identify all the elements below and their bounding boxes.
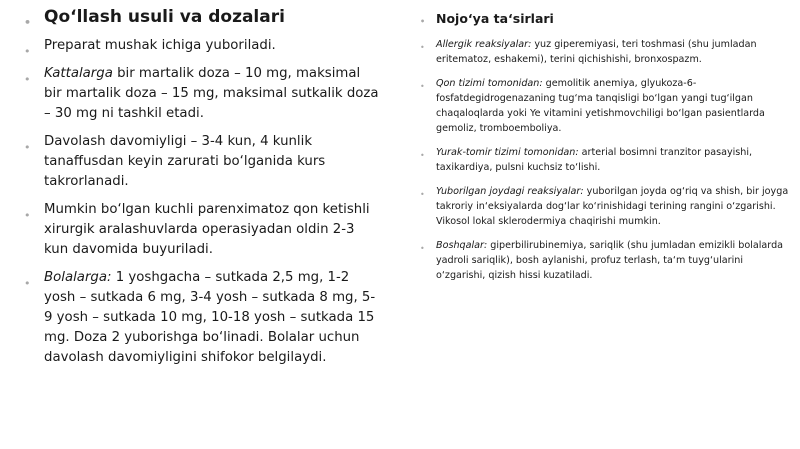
side-effect-item: [420, 145, 792, 175]
bullet-icon: •: [24, 141, 31, 154]
dosage-item: [24, 64, 380, 124]
bullet-icon: •: [24, 277, 31, 290]
side-effect-text: giperbilirubinemiya, sariqlik (shu jumladan emizikli bolalarda yadroli sariqlik), bosh aylanishi, profuz terlash, ta‘m tuyg‘ularini o‘zgarishi, qizish hissi kuzatiladi.: [436, 240, 784, 281]
side-effect-text: yuborilgan joyda og‘riq va shish, bir joyga takroriy in‘eksiyalarda dog‘lar ko‘rinishidagi terining rangini o‘zgarishi. Vikosol lokal sklerodermiya chaqirishi mumkin.: [436, 186, 789, 227]
dosage-item: [24, 200, 380, 260]
bullet-icon: •: [24, 209, 31, 222]
side-effects-column: [420, 0, 792, 283]
side-effect-item: [420, 37, 792, 67]
side-effect-text: arterial bosimni tranzitor pasayishi, taxikardiya, pulsni kuchsiz to‘lishi.: [436, 147, 753, 173]
dosage-item-lead: Kattalarga: [44, 66, 113, 81]
side-effect-category: Yuborilgan joydagi reaksiyalar:: [436, 186, 584, 197]
dosage-item-lead: Bolalarga:: [44, 270, 112, 285]
bullet-icon: •: [420, 17, 426, 26]
side-effect-item: [420, 76, 792, 136]
dosage-item-text: Mumkin bo‘lgan kuchli parenximatoz qon ketishli xirurgik aralashuvlarda operasiyadan oldin 2-3 kun davomida buyuriladi.: [44, 202, 370, 257]
side-effect-category: Qon tizimi tomonidan:: [436, 78, 543, 89]
bullet-icon: •: [24, 73, 31, 86]
bullet-icon: •: [24, 45, 31, 58]
side-effect-category: Boshqalar:: [436, 240, 488, 251]
side-effects-heading: [420, 11, 792, 27]
bullet-icon: •: [420, 82, 425, 91]
bullet-icon: •: [24, 16, 32, 29]
side-effect-text: gemolitik anemiya, glyukoza-6-fosfatdegidrogenazaning tug‘ma tanqisligi bo‘lgan yangi tug‘ilgan chaqaloqlarda yoki Ye vitamini yetishmovchiligi bo‘lgan pasientlarda gemoliz, tromboemboliya.: [436, 78, 765, 134]
dosage-heading: [24, 6, 380, 28]
side-effect-category: Yurak-tomir tizimi tomonidan:: [436, 147, 579, 158]
dosage-item: [24, 132, 380, 192]
dosage-item: [24, 36, 380, 56]
dosage-item-text: 1 yoshgacha – sutkada 2,5 mg, 1-2 yosh – sutkada 6 mg, 3-4 yosh – sutkada 8 mg, 5-9 yosh – sutkada 10 mg, 10-18 yosh – sutkada 15 mg. Doza 2 yuborishga bo‘linadi. Bolalar uchun davolash davomiyligini shifokor belgilaydi.: [44, 270, 376, 365]
side-effect-text: yuz giperemiyasi, teri toshmasi (shu jumladan eritematoz, eshakemi), terini qichishishi, bronxospazm.: [436, 39, 757, 65]
dosage-item-text: Davolash davomiyligi – 3-4 kun, 4 kunlik tanaffusdan keyin zarurati bo‘lganida kurs takrorlanadi.: [44, 134, 326, 189]
dosage-heading-text: Qo‘llash usuli va dozalari: [44, 7, 285, 27]
dosage-item: [24, 268, 380, 368]
dosage-item-text: Preparat mushak ichiga yuboriladi.: [44, 38, 276, 53]
bullet-icon: •: [420, 190, 425, 199]
side-effects-heading-text: Nojo‘ya ta‘sirlari: [436, 11, 554, 26]
side-effect-item: [420, 238, 792, 283]
bullet-icon: •: [420, 43, 425, 52]
dosage-item-text: bir martalik doza – 10 mg, maksimal bir martalik doza – 15 mg, maksimal sutkalik doza – 30 mg ni tashkil etadi.: [44, 66, 379, 121]
bullet-icon: •: [420, 244, 425, 253]
bullet-icon: •: [420, 151, 425, 160]
dosage-column: [24, 0, 380, 368]
side-effect-item: [420, 184, 792, 229]
side-effect-category: Allergik reaksiyalar:: [436, 39, 532, 50]
